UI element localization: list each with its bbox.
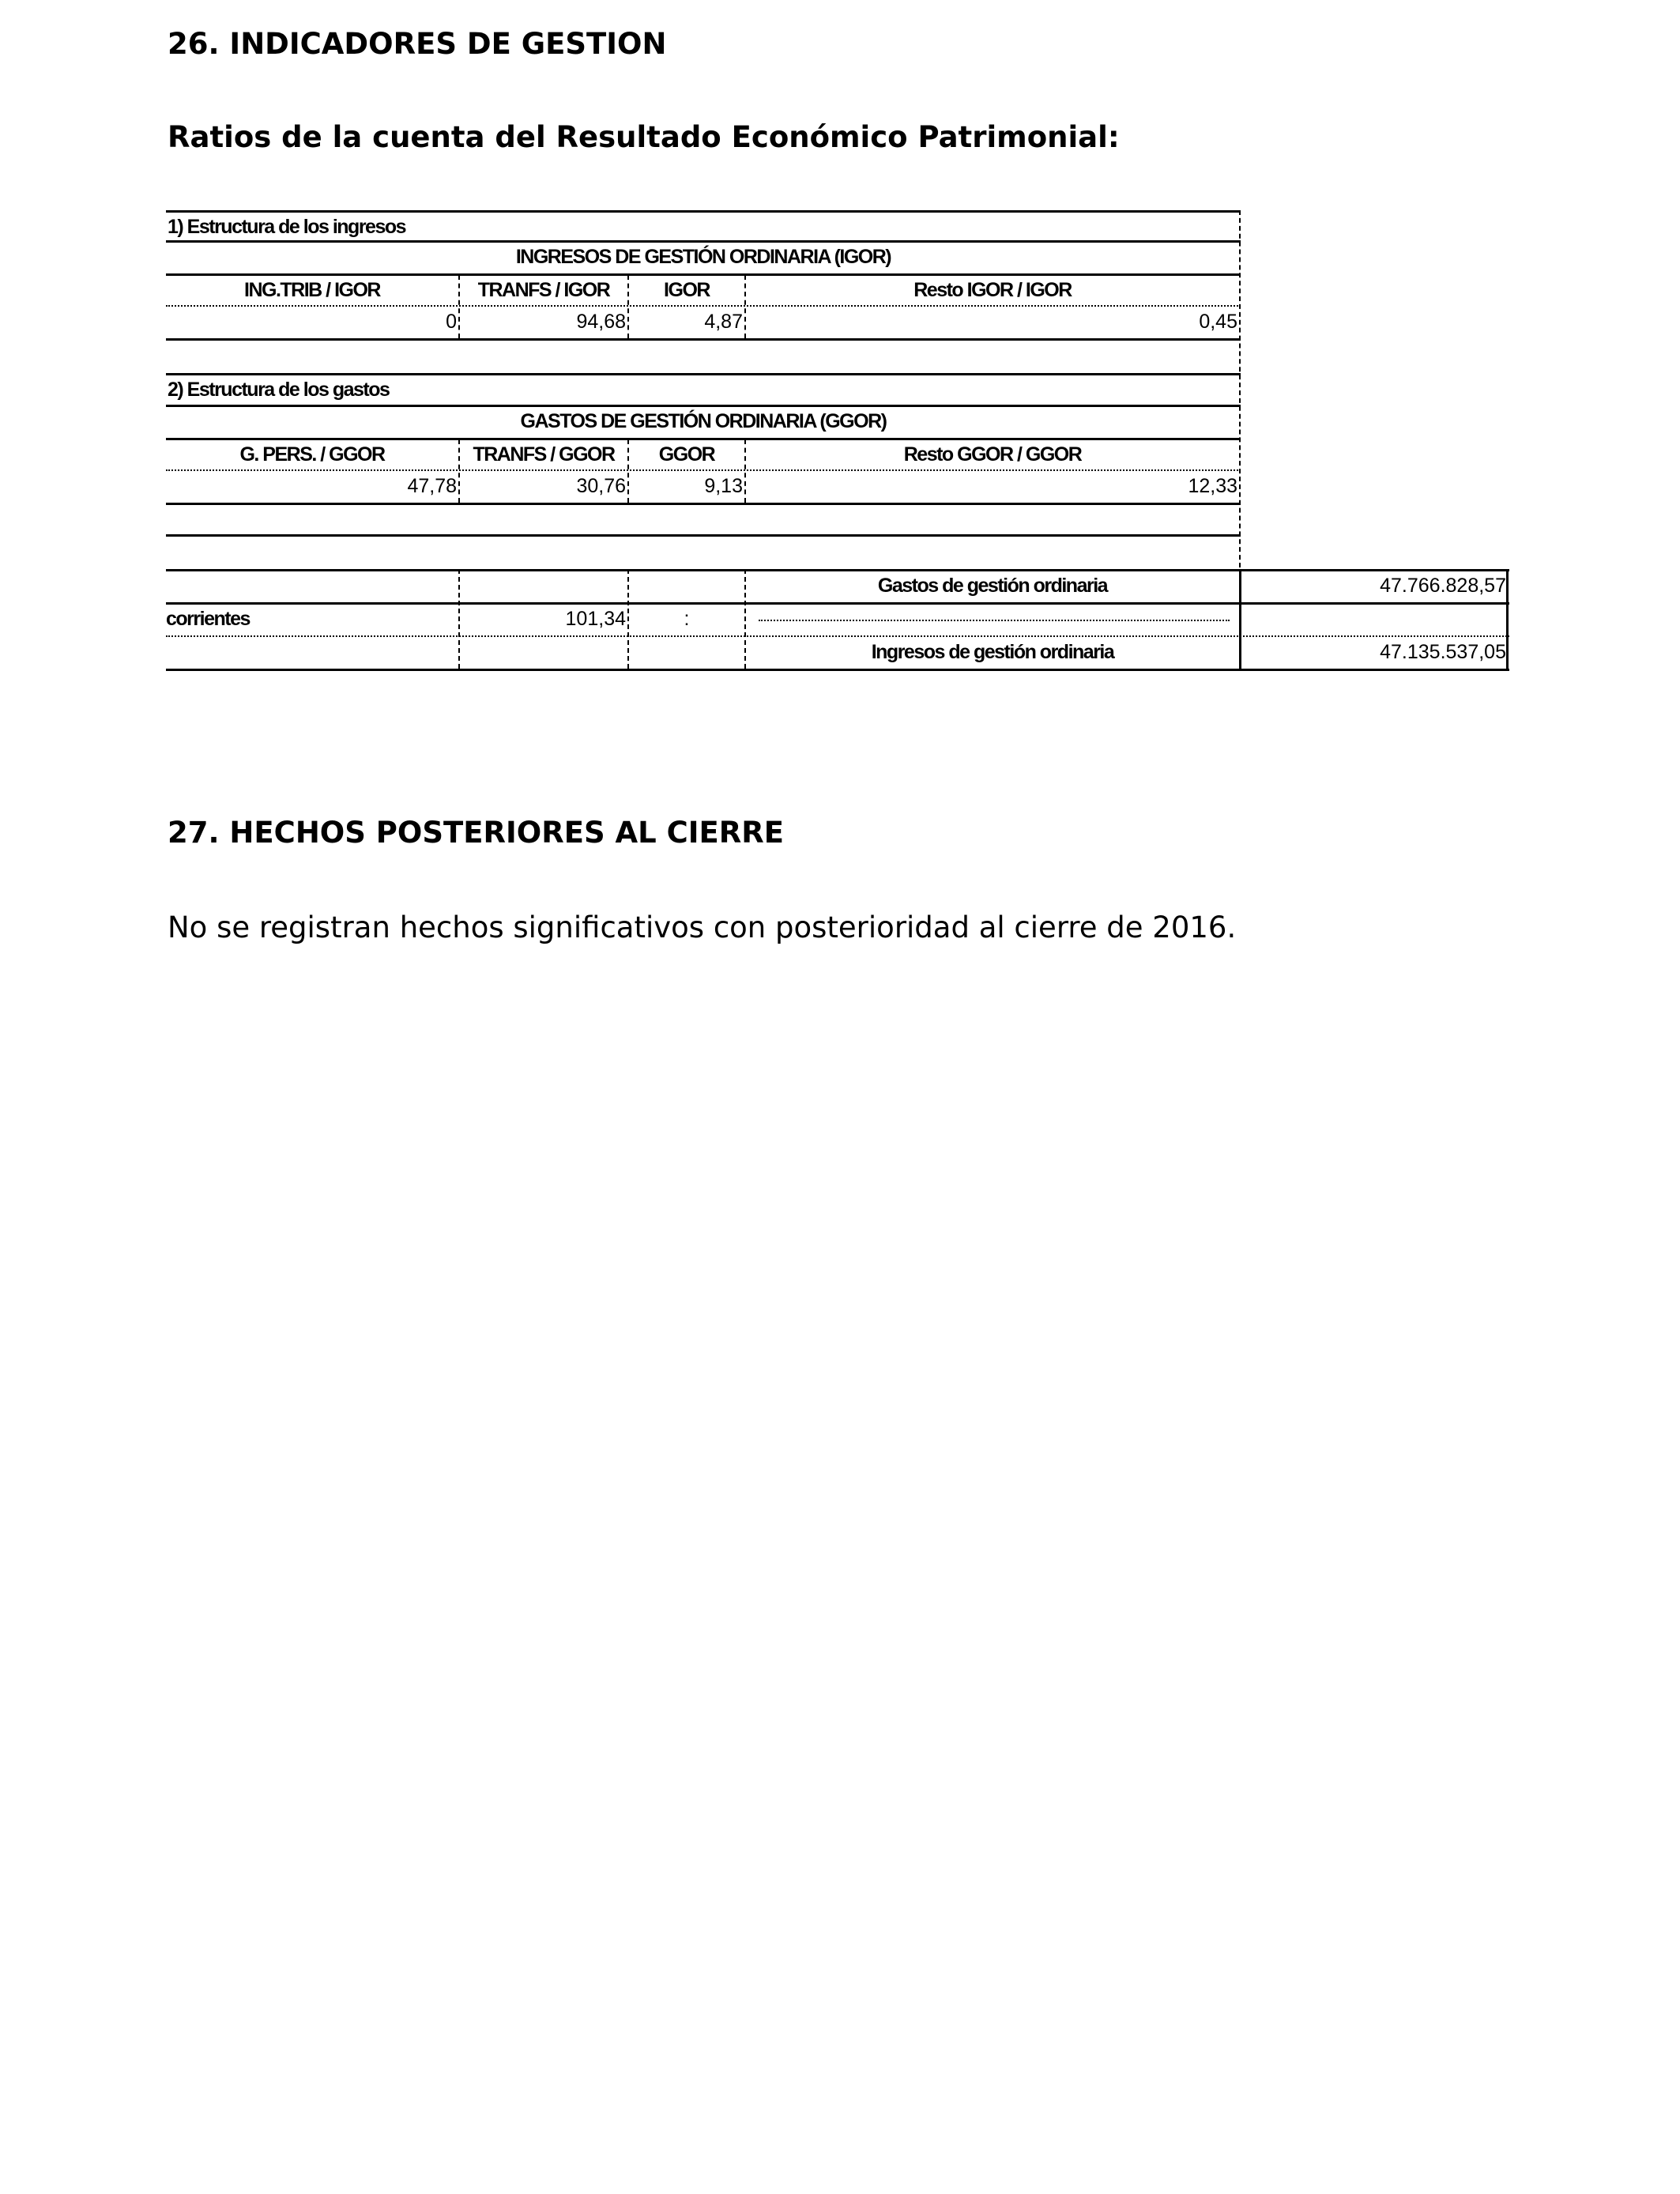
table-rule [627,275,629,338]
section-27-text: No se registran hechos significativos con posterioridad al cierre de 2016. [168,910,1237,944]
block1-title: 1) Estructura de los ingresos [168,216,406,238]
table-rule [458,275,460,338]
table-rule [1239,210,1241,567]
block2-value-2: 30,76 [576,475,626,497]
block1-col-2: TRANFS / IGOR [477,279,610,301]
gastos-value: 47.766.828,57 [1380,575,1506,597]
table-rule [1239,569,1241,669]
table-rule [458,569,460,669]
table-rule [166,602,1509,605]
table-rule [627,439,629,503]
block1-value-3: 4,87 [704,311,743,333]
block2-col-1: G. PERS. / GGOR [239,443,385,466]
table-rule [166,669,1509,671]
block2-value-4: 12,33 [1188,475,1237,497]
ratio-value: 101,34 [565,608,626,630]
block2-col-4: Resto GGOR / GGOR [903,443,1082,466]
block1-col-3: IGOR [664,279,710,301]
block1-group-header: INGRESOS DE GESTIÓN ORDINARIA (IGOR) [515,246,891,268]
ratio-colon: : [684,608,690,630]
block2-col-2: TRANFS / GGOR [473,443,615,466]
row-label-corrientes: corrientes [166,608,250,630]
table-rule [744,569,746,669]
block2-col-3: GGOR [658,443,715,466]
gastos-label: Gastos de gestión ordinaria [877,575,1108,597]
block2-group-header: GASTOS DE GESTIÓN ORDINARIA (GGOR) [520,410,887,432]
table-rule [627,569,629,669]
table-rule [744,275,746,338]
table-rule [166,534,1241,537]
ingresos-label: Ingresos de gestión ordinaria [871,641,1114,663]
ingresos-value: 47.135.537,05 [1380,641,1506,663]
block1-value-1: 0 [446,311,457,333]
section-27-title: 27. HECHOS POSTERIORES AL CIERRE [168,816,785,850]
table-rule [458,439,460,503]
block1-value-2: 94,68 [576,311,626,333]
block1-value-4: 0,45 [1199,311,1237,333]
table-rule [166,338,1241,341]
table-rule [166,503,1241,505]
ratios-table-image [166,210,1509,670]
table-rule [744,439,746,503]
table-rule [1506,569,1509,669]
block1-col-4: Resto IGOR / IGOR [913,279,1072,301]
section-26-subtitle: Ratios de la cuenta del Resultado Económico Patrimonial: [168,120,1120,154]
block2-value-1: 47,78 [407,475,457,497]
section-26-title: 26. INDICADORES DE GESTION [168,27,667,61]
block2-value-3: 9,13 [704,475,743,497]
block2-title: 2) Estructura de los gastos [168,379,390,401]
fraction-line [759,620,1230,621]
block1-col-1: ING.TRIB / IGOR [244,279,380,301]
